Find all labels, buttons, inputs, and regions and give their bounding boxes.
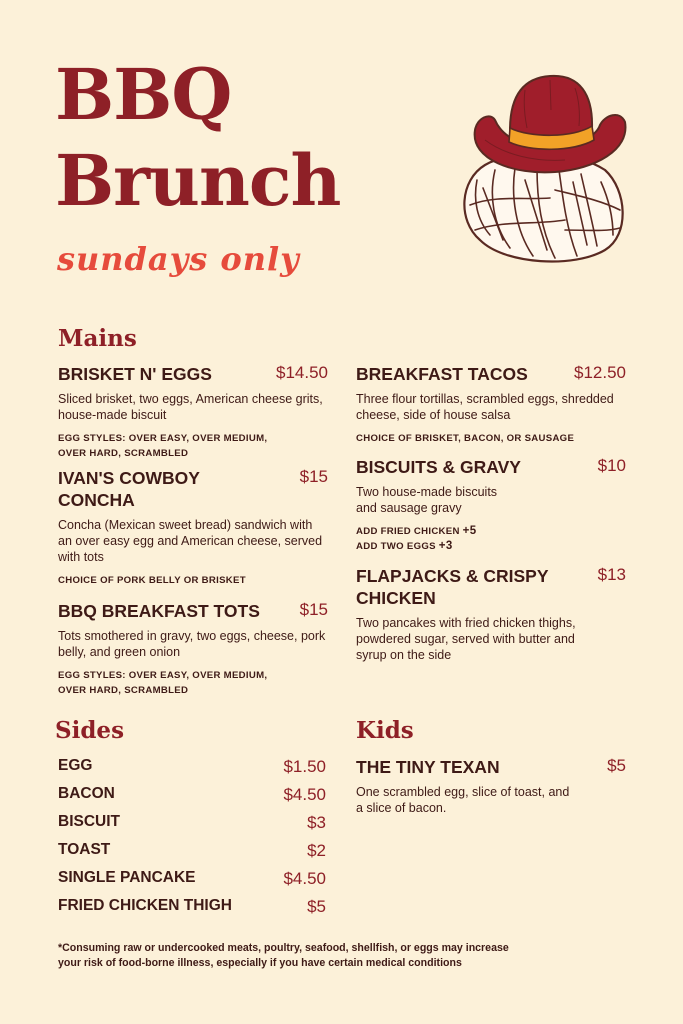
side-name: BACON (58, 785, 115, 802)
menu-item-breakfast-tacos (356, 363, 626, 446)
side-name: EGG (58, 757, 93, 774)
menu-item-bbq-breakfast-tots (58, 600, 328, 698)
item-price: $15 (299, 600, 328, 619)
side-item-bacon (58, 785, 326, 805)
item-options: EGG STYLES: OVER EASY, OVER MEDIUM, OVER HARD, SCRAMBLED (58, 433, 268, 459)
item-name: BBQ BREAKFAST TOTS (58, 601, 260, 621)
item-description: Tots smothered in gravy, two eggs, cheese, pork belly, and green onion (58, 629, 326, 659)
item-name: IVAN'S COWBOY CONCHA (58, 468, 200, 510)
item-name: BRISKET N' EGGS (58, 364, 212, 384)
side-item-egg (58, 757, 326, 777)
menu-item-ivans-cowboy-concha (58, 467, 328, 588)
side-item-single-pancake (58, 869, 326, 889)
side-price: $1.50 (283, 757, 326, 776)
side-item-biscuit (58, 813, 326, 833)
side-name: SINGLE PANCAKE (58, 869, 196, 886)
menu-item-tiny-texan (356, 756, 626, 816)
item-price: $15 (299, 467, 328, 486)
item-name: BISCUITS & GRAVY (356, 457, 521, 477)
tagline: sundays only (57, 240, 300, 278)
item-description: Sliced brisket, two eggs, American cheese grits, house-made biscuit (58, 392, 323, 422)
item-name: BREAKFAST TACOS (356, 364, 528, 384)
side-price: $5 (307, 897, 326, 916)
section-title-mains: Mains (58, 325, 137, 352)
side-price: $4.50 (283, 785, 326, 804)
side-price: $4.50 (283, 869, 326, 888)
item-description: Concha (Mexican sweet bread) sandwich with an over easy egg and American cheese, served with tots (58, 518, 323, 564)
item-price: $14.50 (276, 363, 328, 382)
food-safety-footnote: *Consuming raw or undercooked meats, poultry, seafood, shellfish, or eggs may increase your risk of food-borne illness, especially if you have certain medical conditions (58, 942, 509, 969)
side-item-toast (58, 841, 326, 861)
item-price: $5 (607, 756, 626, 775)
item-price: $10 (597, 456, 626, 475)
item-name: THE TINY TEXAN (356, 757, 500, 777)
item-name: FLAPJACKS & CRISPY CHICKEN (356, 566, 549, 608)
side-price: $2 (307, 841, 326, 860)
title-line-1: BBQ (55, 53, 232, 136)
item-description: Two house-made biscuits and sausage gravy (356, 485, 498, 515)
cowboy-hat-concha-icon (455, 70, 635, 270)
menu-item-brisket-n-eggs (58, 363, 328, 461)
item-options: EGG STYLES: OVER EASY, OVER MEDIUM, OVER HARD, SCRAMBLED (58, 670, 268, 696)
item-options: CHOICE OF PORK BELLY OR BRISKET (58, 575, 246, 586)
side-price: $3 (307, 813, 326, 832)
side-item-fried-chicken-thigh (58, 897, 326, 917)
side-name: TOAST (58, 841, 111, 858)
side-name: FRIED CHICKEN THIGH (58, 897, 232, 914)
item-price: $12.50 (574, 363, 626, 382)
item-description: Two pancakes with fried chicken thighs, powdered sugar, served with butter and syrup on the side (356, 616, 576, 662)
menu-item-biscuits-and-gravy (356, 456, 626, 554)
item-price: $13 (597, 565, 626, 584)
section-title-sides: Sides (55, 717, 125, 744)
item-options: CHOICE OF BRISKET, BACON, OR SAUSAGE (356, 433, 575, 444)
item-description: Three flour tortillas, scrambled eggs, shredded cheese, side of house salsa (356, 392, 614, 422)
item-description: One scrambled egg, slice of toast, and a slice of bacon. (356, 785, 570, 815)
side-name: BISCUIT (58, 813, 120, 830)
item-options: ADD FRIED CHICKEN +5 ADD TWO EGGS +3 (356, 525, 477, 552)
menu-item-flapjacks-crispy-chicken (356, 565, 626, 663)
section-title-kids: Kids (356, 717, 414, 744)
title-line-2: Brunch (55, 139, 341, 222)
